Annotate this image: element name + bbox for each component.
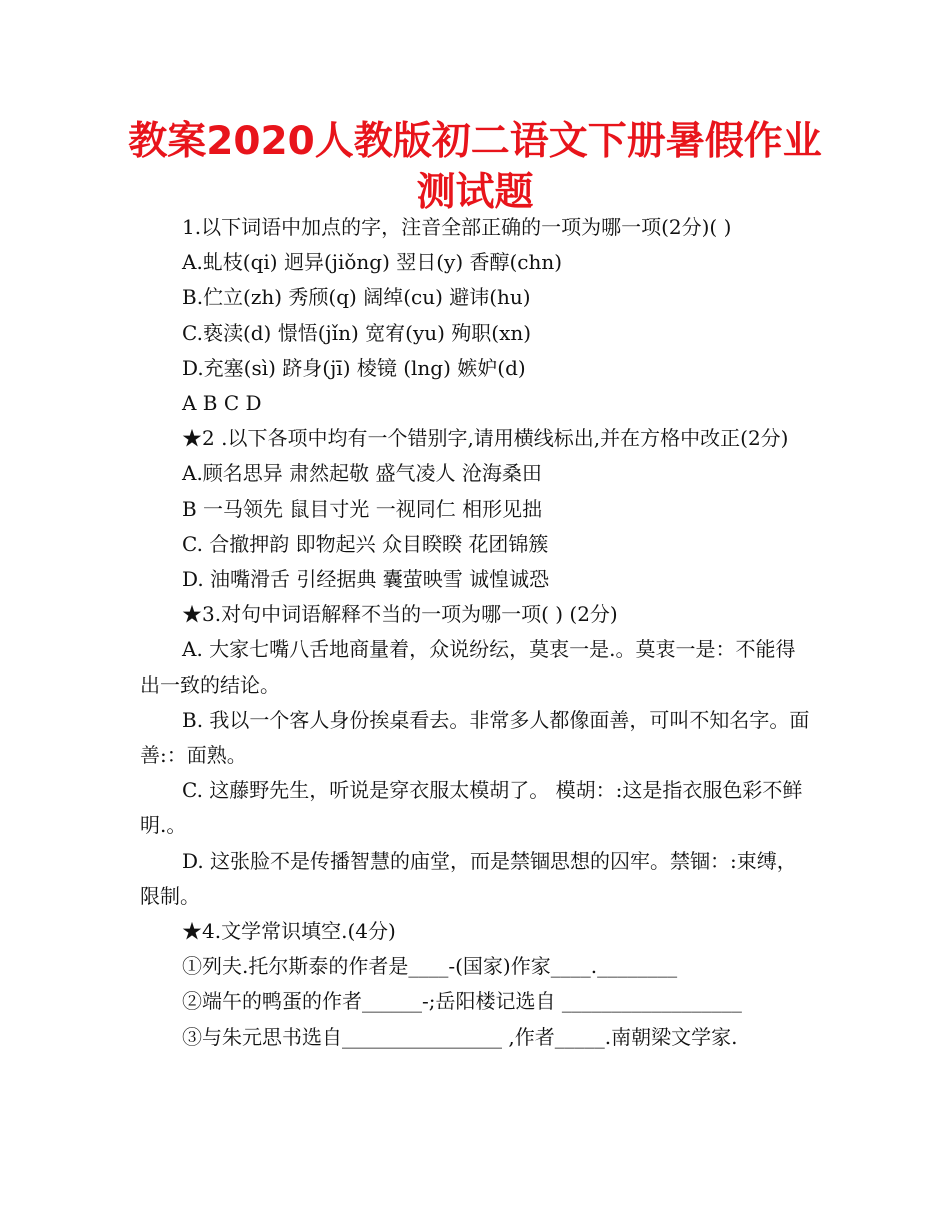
question-4-item-2: ②端午的鸭蛋的作者______-;岳阳楼记选自 __________________: [182, 989, 742, 1014]
question-1-answer-choices: A B C D: [182, 391, 262, 416]
question-2-option-b: B 一马领先 鼠目寸光 一视同仁 相形见拙: [182, 496, 543, 521]
question-4-item-1: ①列夫.托尔斯泰的作者是____-(国家)作家____.________: [182, 954, 678, 979]
document-title: 教案2020人教版初二语文下册暑假作业测试题: [128, 119, 822, 215]
question-1-option-c: C.亵渎(d) 憬悟(jǐn) 宽宥(yu) 殉职(xn): [182, 320, 532, 345]
question-3: ★3.对句中词语解释不当的一项为哪一项( ) (2分): [182, 602, 618, 627]
question-2: ★2 .以下各项中均有一个错别字,请用横线标出,并在方格中改正(2分): [182, 426, 789, 451]
question-4: ★4.文学常识填空.(4分): [182, 919, 396, 944]
question-2-option-a: A.顾名思异 肃然起敬 盛气凌人 沧海桑田: [182, 461, 542, 486]
question-3-option-b: B. 我以一个客人身份挨桌看去。非常多人都像面善，可叫不知名字。面善:：面熟。: [140, 707, 810, 768]
question-3-option-a: A. 大家七嘴八舌地商量着，众说纷纭，莫衷一是.。莫衷一是：不能得出一致的结论。: [140, 637, 796, 697]
question-3-option-d: D. 这张脸不是传播智慧的庙堂，而是禁锢思想的囚牢。禁锢：:束缚，限制。: [140, 848, 797, 908]
question-4-item-3: ③与朱元思书选自________________ ,作者_____.南朝梁文学家.: [182, 1024, 738, 1049]
question-3-option-c: C. 这藤野先生，听说是穿衣服太模胡了。 模胡：:这是指衣服色彩不鲜明.。: [140, 778, 803, 838]
question-1-option-d: D.充塞(sì) 跻身(jī) 棱镜 (lng) 嫉妒(d): [182, 355, 526, 380]
question-1-option-b: B.伫立(zh) 秀颀(q) 阔绰(cu) 避讳(hu): [182, 285, 531, 310]
question-1: 1.以下词语中加点的字，注音全部正确的一项为哪一项(2分)( ): [182, 215, 732, 239]
question-2-option-c: C. 合撤押韵 即物起兴 众目睽睽 花团锦簇: [182, 531, 549, 556]
document-body: [140, 210, 812, 1055]
question-2-option-d: D. 油嘴滑舌 引经据典 囊萤映雪 诚惶诚恐: [182, 567, 550, 592]
question-1-option-a: A.虬枝(qi) 迥异(jiǒng) 翌日(y) 香醇(chn): [182, 250, 563, 275]
